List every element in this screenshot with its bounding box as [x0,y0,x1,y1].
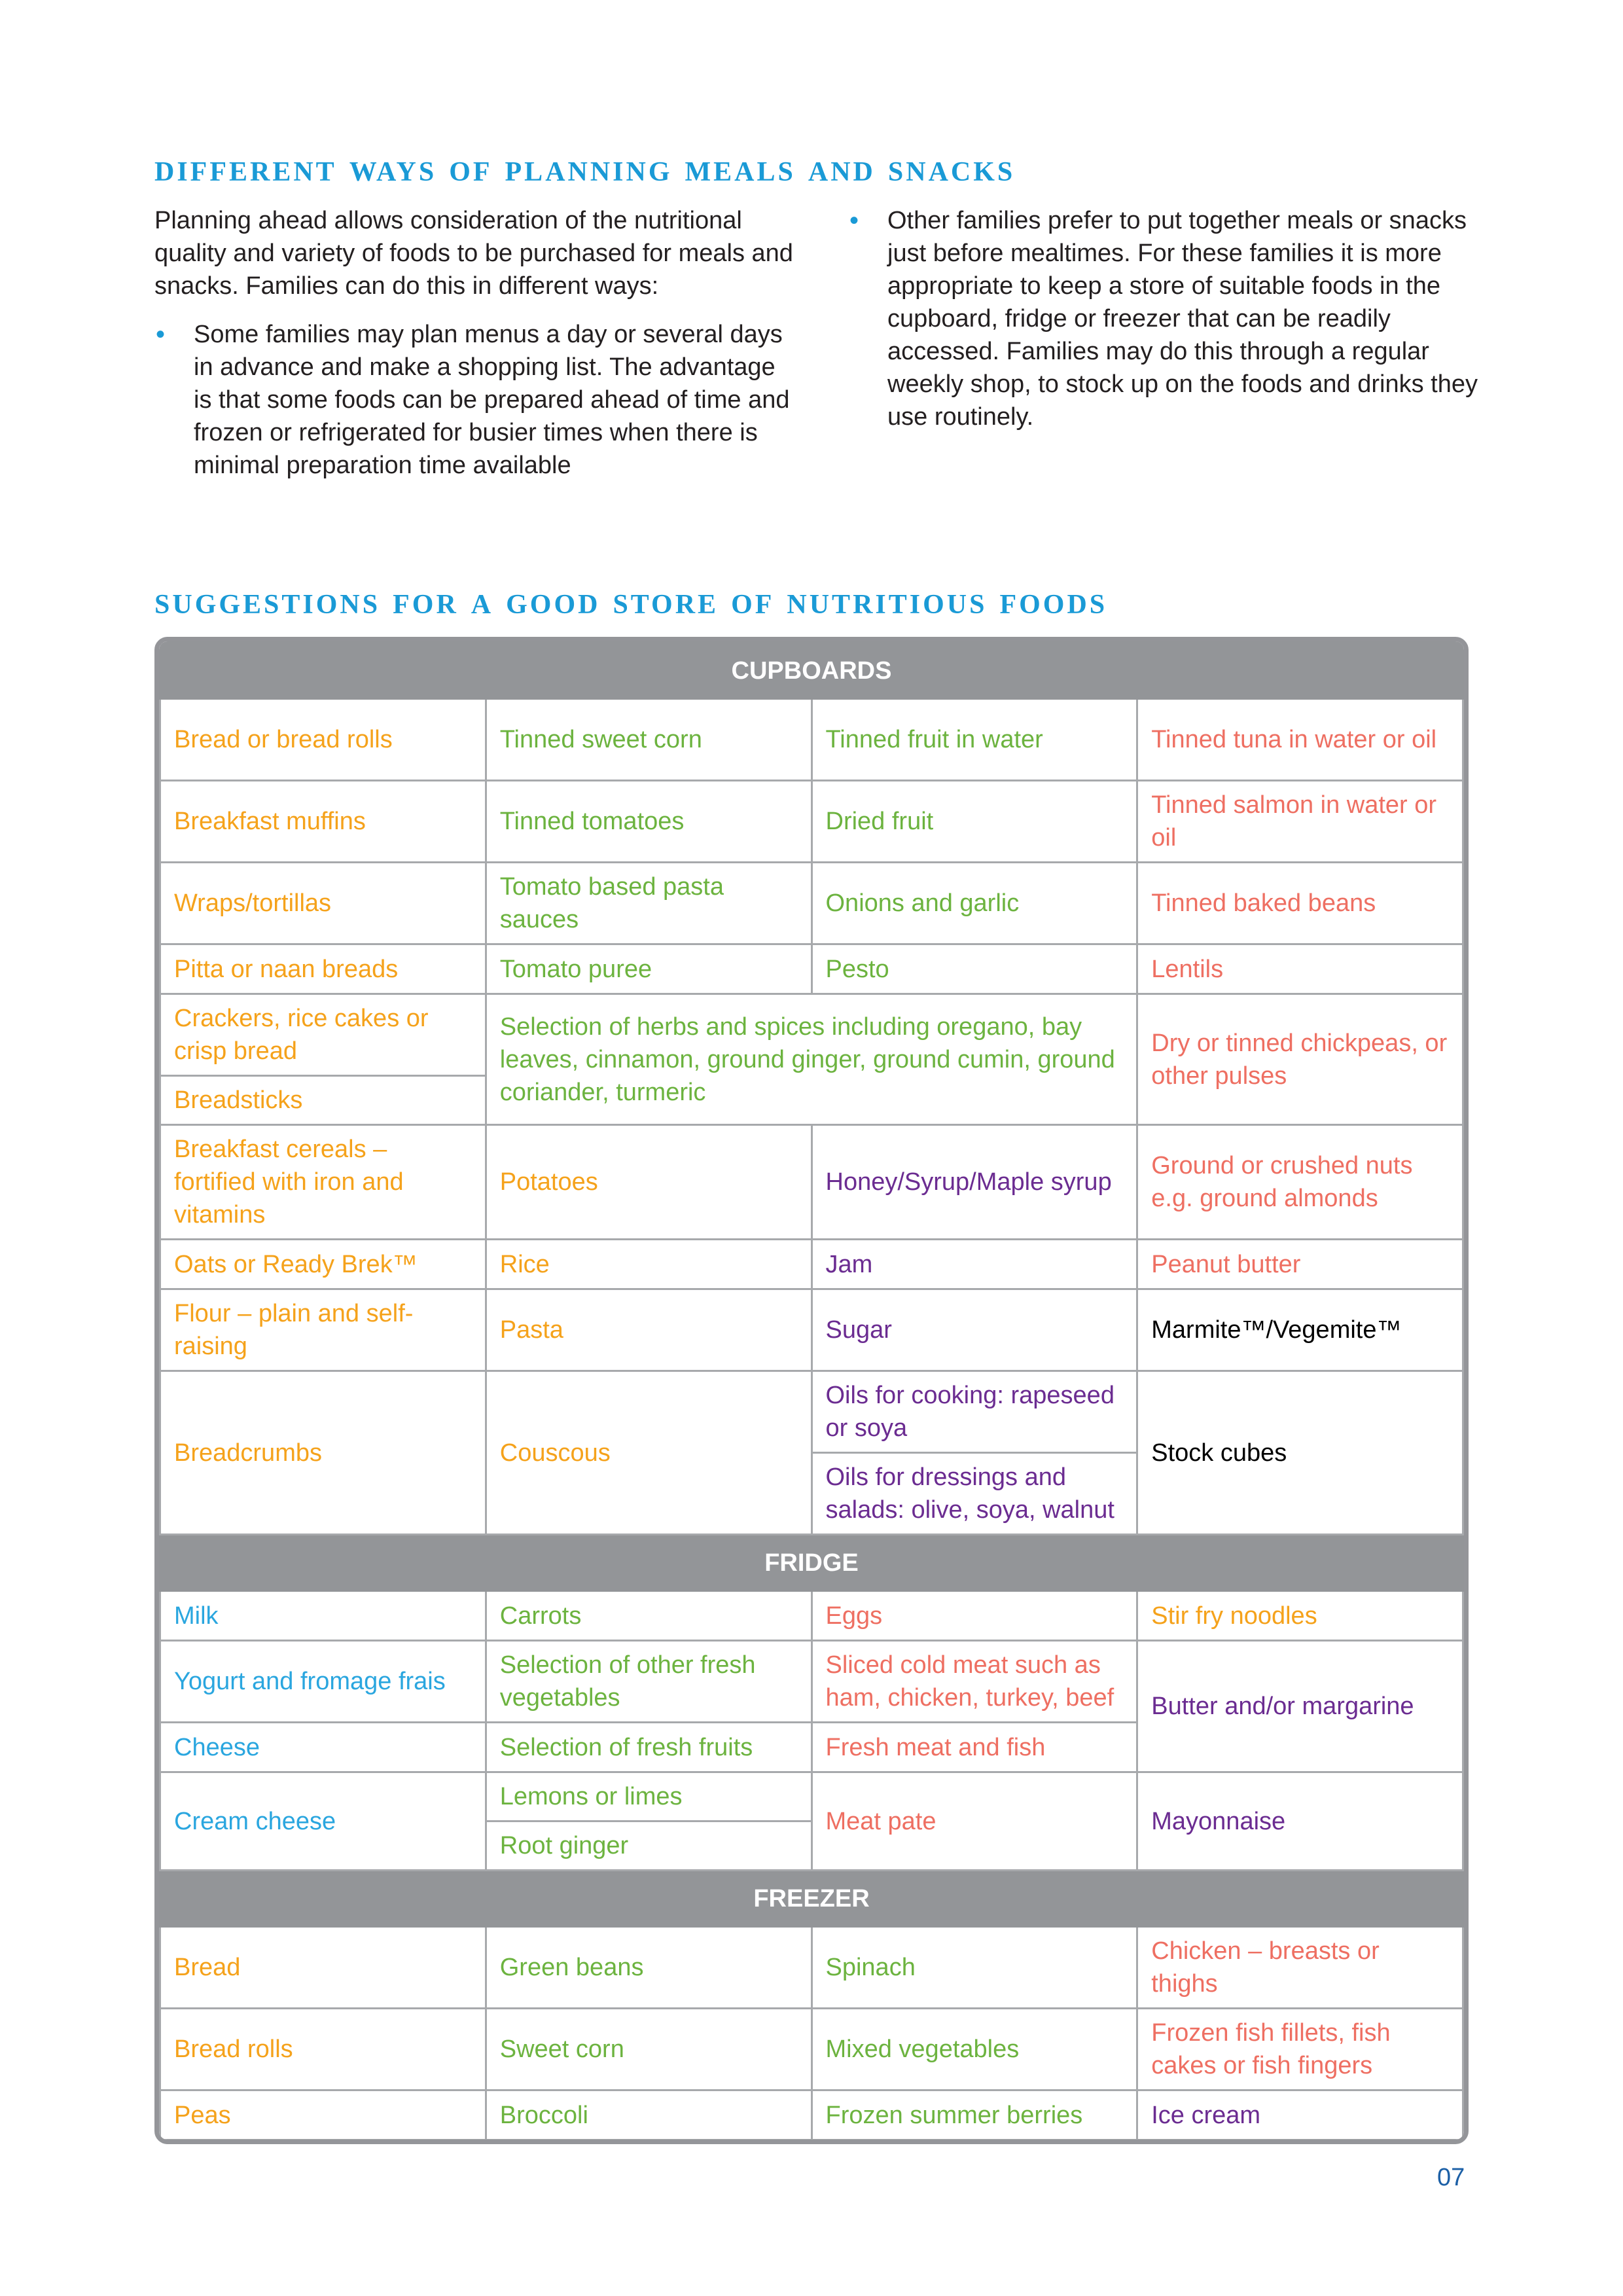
table-cell: Butter and/or margarine [1137,1641,1463,1772]
food-store-table [154,637,1469,2144]
table-cell: Jam [812,1240,1137,1289]
table-cell: Tinned salmon in water or oil [1137,781,1463,863]
table-cell: Crackers, rice cakes or crisp bread [160,994,486,1076]
table-cell: Tinned sweet corn [486,699,812,781]
section-header-row [160,1871,1463,1927]
table-row [160,1289,1463,1371]
planning-bullets-left [154,318,796,482]
table-cell: Oils for dressings and salads: olive, soya, walnut [812,1453,1137,1535]
table-cell: Breakfast cereals – fortified with iron and vitamins [160,1125,486,1240]
table-cell: Spinach [812,1927,1137,2009]
table-cell: Pitta or naan breads [160,944,486,994]
table-cell: Lemons or limes [486,1772,812,1821]
table-cell: Tomato based pasta sauces [486,863,812,944]
table-row [160,1125,1463,1240]
table-cell: Tinned tomatoes [486,781,812,863]
table-cell: Sugar [812,1289,1137,1371]
page-number: 07 [1437,2164,1465,2191]
table-cell: Lentils [1137,944,1463,994]
table-cell: Bread [160,1927,486,2009]
table-cell: Milk [160,1591,486,1641]
table-row [160,1641,1463,1723]
table-cell: Meat pate [812,1772,1137,1871]
table-cell: Dry or tinned chickpeas, or other pulses [1137,994,1463,1125]
table-cell: Peanut butter [1137,1240,1463,1289]
table-cell: Chicken – breasts or thighs [1137,1927,1463,2009]
section-header-row [160,643,1463,699]
table-cell: Frozen summer berries [812,2090,1137,2140]
list-item [848,204,1496,433]
table-row [160,2090,1463,2140]
table-cell: Sliced cold meat such as ham, chicken, turkey, beef [812,1641,1137,1723]
table-row [160,1772,1463,1821]
planning-heading: different ways of planning meals and snacks [154,146,1016,189]
table-cell: Stir fry noodles [1137,1591,1463,1641]
table-cell: Dried fruit [812,781,1137,863]
table-cell: Tinned baked beans [1137,863,1463,944]
table-cell: Yogurt and fromage frais [160,1641,486,1723]
table-cell: Breakfast muffins [160,781,486,863]
table-cell: Tinned tuna in water or oil [1137,699,1463,781]
bullet-icon: • [156,320,166,349]
table-cell: Couscous [486,1371,812,1535]
section-header-row [160,1535,1463,1591]
table-cell: Breadsticks [160,1076,486,1125]
table-cell: Onions and garlic [812,863,1137,944]
table-cell: Pasta [486,1289,812,1371]
table-cell: Selection of fresh fruits [486,1723,812,1772]
table-cell: Cheese [160,1723,486,1772]
table-cell: Wraps/tortillas [160,863,486,944]
table-cell: Bread rolls [160,2009,486,2090]
table-cell: Cream cheese [160,1772,486,1871]
table-cell: Breadcrumbs [160,1371,486,1535]
table-row [160,781,1463,863]
table-cell: Sweet corn [486,2009,812,2090]
cupboards-header: CUPBOARDS [160,643,1463,699]
table-cell: Oils for cooking: rapeseed or soya [812,1371,1137,1453]
bullet-text: Some families may plan menus a day or several days in advance and make a shopping list. The advantage is that some foods can be prepared ahead of time and frozen or refrigerated for busier times when there is minimal preparation time available [194,321,790,479]
table-cell: Honey/Syrup/Maple syrup [812,1125,1137,1240]
list-item [154,318,796,482]
table-cell: Selection of herbs and spices including oregano, bay leaves, cinnamon, ground ginger, ground cumin, ground coriander, turmeric [486,994,1137,1125]
planning-right-column [848,204,1496,433]
table-cell: Peas [160,2090,486,2140]
table-row [160,994,1463,1076]
table-cell: Mayonnaise [1137,1772,1463,1871]
table-cell: Flour – plain and self-raising [160,1289,486,1371]
table-row [160,2009,1463,2090]
table-cell: Rice [486,1240,812,1289]
table-cell: Marmite™/Vegemite™ [1137,1289,1463,1371]
store-heading: suggestions for a good store of nutritious foods [154,579,1108,622]
table-row [160,1240,1463,1289]
bullet-text: Other families prefer to put together meals or snacks just before mealtimes. For these families it is more appropriate to keep a store of suitable foods in the cupboard, fridge or freezer that can be readily accessed. Families may do this through a regular weekly shop, to stock up on the foods and drinks they use routinely. [887,207,1478,431]
table-row [160,1591,1463,1641]
table-row [160,1371,1463,1453]
table-cell: Carrots [486,1591,812,1641]
food-store-grid [159,641,1464,2141]
table-row [160,863,1463,944]
table-row [160,944,1463,994]
table-cell: Tomato puree [486,944,812,994]
table-cell: Tinned fruit in water [812,699,1137,781]
table-cell: Fresh meat and fish [812,1723,1137,1772]
table-cell: Frozen fish fillets, fish cakes or fish fingers [1137,2009,1463,2090]
planning-intro: Planning ahead allows consideration of the nutritional quality and variety of foods to be purchased for meals and snacks. Families can do this in different ways: [154,207,793,300]
table-row [160,1927,1463,2009]
fridge-header: FRIDGE [160,1535,1463,1591]
table-cell: Selection of other fresh vegetables [486,1641,812,1723]
table-cell: Ice cream [1137,2090,1463,2140]
table-cell: Pesto [812,944,1137,994]
planning-bullets-right [848,204,1496,433]
freezer-header: FREEZER [160,1871,1463,1927]
table-cell: Mixed vegetables [812,2009,1137,2090]
table-cell: Stock cubes [1137,1371,1463,1535]
table-cell: Eggs [812,1591,1137,1641]
table-cell: Potatoes [486,1125,812,1240]
table-cell: Ground or crushed nuts e.g. ground almonds [1137,1125,1463,1240]
bullet-icon: • [849,206,859,235]
table-cell: Bread or bread rolls [160,699,486,781]
table-cell: Green beans [486,1927,812,2009]
table-cell: Broccoli [486,2090,812,2140]
table-cell: Root ginger [486,1821,812,1871]
planning-left-column [154,204,796,482]
table-cell: Oats or Ready Brek™ [160,1240,486,1289]
table-row [160,699,1463,781]
